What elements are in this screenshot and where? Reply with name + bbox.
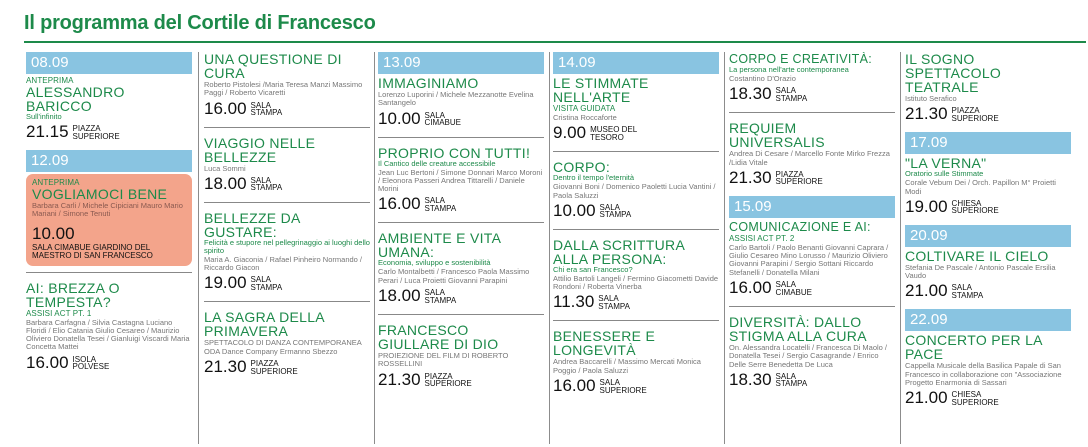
event-time: 19.00 <box>204 273 247 293</box>
event-place: SALA STAMPA <box>250 175 283 193</box>
event-label: ASSISI ACT PT. 1 <box>26 308 92 318</box>
event-people: Carlo Montalbetti / Francesco Paola Massimo Perari / Luca Proietti Giovanni Parapini <box>378 267 530 285</box>
event-place: SALA CIMABUE <box>424 110 461 128</box>
event-title: COLTIVARE IL CIELO <box>905 247 1049 264</box>
event-schedule <box>378 195 544 212</box>
event-francesco-giullare <box>378 323 544 388</box>
event-schedule <box>553 202 719 219</box>
event-title: LA SAGRA DELLA PRIMAVERA <box>204 309 325 340</box>
event-people: Roberto Pistolesi /Maria Teresa Manzi Massimo Paggi / Roberto Vicaretti <box>204 80 363 98</box>
event-people: Cappella Musicale della Basilica Papale di San Francesco in collaborazione con "Associazione Progetto Enarmonia di Sassari <box>905 361 1062 388</box>
event-stimmate-nell-arte <box>553 76 719 141</box>
event-title: ALESSANDRO BARICCO <box>26 84 125 114</box>
event-time: 21.30 <box>378 369 421 389</box>
event-schedule <box>905 198 1071 215</box>
event-people: PROIEZIONE DEL FILM DI ROBERTO ROSSELLINI <box>378 351 509 369</box>
date-bar: 12.09 <box>26 150 192 172</box>
event-place: SALA STAMPA <box>951 283 984 300</box>
event-title: AMBIENTE E VITA UMANA: <box>378 230 501 261</box>
event-title: IMMAGINIAMO <box>378 75 479 91</box>
event-time: 16.00 <box>204 98 247 118</box>
event-place: PIAZZA SUPERIORE <box>72 124 120 141</box>
event-questione-di-cura <box>204 52 370 117</box>
event-schedule <box>378 110 544 127</box>
page-title: Il programma del Cortile di Francesco <box>24 12 376 34</box>
event-schedule <box>553 124 719 141</box>
event-time: 9.00 <box>553 123 587 143</box>
event-time: 18.00 <box>378 286 421 306</box>
date-bar: 20.09 <box>905 225 1071 247</box>
event-time: 16.00 <box>553 376 596 396</box>
column-3 <box>378 52 544 444</box>
event-subtitle: Economia, sviluppo e sostenibilità <box>378 258 491 268</box>
event-sagra-della-primavera <box>204 310 370 375</box>
event-people: Lorenzo Luporini / Michele Mezzanotte Evelina Santangelo <box>378 90 534 108</box>
date-bar: 17.09 <box>905 132 1071 154</box>
column-separator <box>198 52 199 444</box>
event-time: 19.00 <box>905 196 948 216</box>
event-schedule <box>378 287 544 304</box>
event-title: CORPO: <box>553 159 611 176</box>
event-schedule <box>905 105 1071 122</box>
column-2 <box>204 52 370 444</box>
event-time: 21.30 <box>204 357 247 377</box>
event-concerto-per-la-pace <box>905 333 1071 406</box>
event-title: UNA QUESTIONE DI CURA <box>204 52 342 81</box>
divider <box>729 306 895 307</box>
event-people: Andrea Baccarelli / Massimo Mercati Monica Poggio / Paola Saluzzi <box>553 357 701 375</box>
event-people: On. Alessandra Locatelli / Francesca Di Maolo / Donatella Tesei / Sergio Casagrande / Enrico Delle Serre Benedetta De Luca <box>729 343 887 369</box>
event-people: Luca Sommi <box>204 163 246 173</box>
divider <box>553 229 719 230</box>
event-label: ANTEPRIMA <box>32 178 80 187</box>
date-bar: 13.09 <box>378 52 544 74</box>
event-people: Corale Vebum Dei / Orch. Papillon M° Proietti Modi <box>905 178 1056 196</box>
event-place: PIAZZA SUPERIORE <box>250 359 298 376</box>
event-place: SALA STAMPA <box>775 86 808 103</box>
event-la-verna <box>905 156 1071 215</box>
event-title: "LA VERNA" <box>905 155 987 172</box>
column-1 <box>26 52 192 444</box>
event-place: CHIESA SUPERIORE <box>951 390 999 407</box>
event-schedule <box>26 123 192 140</box>
event-title: CONCERTO PER LA PACE <box>905 332 1043 363</box>
event-place: MUSEO DEL TESORO <box>590 125 637 142</box>
event-people: Stefania De Pascale / Antonio Pascale Ersilia Vaudo <box>905 262 1056 281</box>
event-title: DALLA SCRITTURA ALLA PERSONA: <box>553 236 685 267</box>
event-viaggio-nelle-bellezze <box>204 136 370 192</box>
event-baricco <box>26 76 192 140</box>
event-time: 18.30 <box>729 369 772 389</box>
event-corpo-e-creativita <box>729 52 895 102</box>
divider <box>26 272 192 273</box>
event-people: Attilio Bartoli Langeli / Fermino Giacometti Davide Rondoni / Roberta Vinerba <box>553 273 719 292</box>
event-time: 21.00 <box>905 388 948 408</box>
event-title: DIVERSITÀ: DALLO STIGMA ALLA CURA <box>729 314 867 345</box>
event-schedule <box>378 371 544 388</box>
event-title: AI: BREZZA O TEMPESTA? <box>26 279 120 310</box>
event-place: SALA STAMPA <box>250 100 283 118</box>
event-place: SALA CIMABUE GIARDINO DEL MAESTRO DI SAN FRANCESCO <box>32 242 153 260</box>
event-title: PROPRIO CON TUTTI! <box>378 144 531 161</box>
event-title: VOGLIAMOCI BENE <box>32 186 168 202</box>
event-time: 18.00 <box>204 173 247 193</box>
divider <box>378 314 544 315</box>
event-people: Cristina Roccaforte <box>553 113 617 122</box>
date-bar: 22.09 <box>905 309 1071 331</box>
event-schedule <box>553 377 719 394</box>
event-comunicazione-e-ai <box>729 220 895 296</box>
event-schedule <box>729 279 895 296</box>
event-bellezze-da-gustare <box>204 211 370 292</box>
event-place: SALA SUPERIORE <box>599 378 647 395</box>
divider <box>378 222 544 223</box>
event-title: IL SOGNO SPETTACOLO TEATRALE <box>905 52 1002 95</box>
event-diversita <box>729 315 895 388</box>
page-header <box>24 12 1086 42</box>
event-dalla-scrittura <box>553 238 719 311</box>
event-title: COMUNICAZIONE E AI: <box>729 219 871 234</box>
event-subtitle: Sull'infinito <box>26 112 62 121</box>
event-label: ASSISI ACT PT. 2 <box>729 233 795 243</box>
event-title: LE STIMMATE NELL'ARTE <box>553 75 649 105</box>
event-subtitle: Felicità e stupore nel pellegrinaggio ai luoghi dello spirito <box>204 237 370 255</box>
event-time: 21.30 <box>905 104 948 124</box>
column-separator <box>900 52 901 444</box>
event-people: Giovanni Boni / Domenico Paoletti Lucia Vantini / Paola Saluzzi <box>553 182 716 200</box>
event-place: SALA STAMPA <box>250 275 283 292</box>
event-proprio-con-tutti <box>378 146 544 213</box>
event-benessere-longevita <box>553 329 719 394</box>
event-place: SALA STAMPA <box>424 196 457 213</box>
event-time: 10.00 <box>378 108 421 128</box>
event-title: REQUIEM UNIVERSALIS <box>729 120 825 151</box>
divider <box>729 112 895 113</box>
event-place: SALA STAMPA <box>424 288 457 305</box>
event-place: PIAZZA SUPERIORE <box>424 371 472 389</box>
event-title: BENESSERE E LONGEVITÀ <box>553 328 656 359</box>
event-place: PIAZZA SUPERIORE <box>775 169 823 187</box>
divider <box>204 301 370 302</box>
event-label: VISITA GUIDATA <box>553 104 616 113</box>
event-title: VIAGGIO NELLE BELLEZZE <box>204 134 316 165</box>
column-4 <box>553 52 719 444</box>
event-title: CORPO E CREATIVITÀ: <box>729 52 872 66</box>
column-separator <box>374 52 375 444</box>
event-place: ISOLA POLVESE <box>72 354 110 372</box>
event-coltivare-il-cielo <box>905 249 1071 300</box>
date-bar: 08.09 <box>26 52 192 74</box>
event-schedule <box>204 358 370 375</box>
event-vogliamoci-bene <box>26 174 192 266</box>
event-time: 21.15 <box>26 122 69 141</box>
event-label: ANTEPRIMA <box>26 76 74 85</box>
event-schedule <box>553 293 719 310</box>
event-schedule <box>729 169 895 186</box>
event-people: Costantino D'Orazio <box>729 74 796 83</box>
event-place: CHIESA SUPERIORE <box>951 198 999 216</box>
event-schedule <box>905 389 1071 406</box>
event-time: 16.00 <box>378 194 421 214</box>
event-schedule <box>204 175 370 192</box>
divider <box>553 151 719 152</box>
event-subtitle: Oratorio sulle Stimmate <box>905 169 984 179</box>
event-people: Carlo Bartoli / Paolo Benanti Giovanni Caprara / Giulio Cesareo Mino Lorusso / Maurizio Oliviero Giovanni Parapini / Sergio Sottani Riccardo Stefanelli / Donatella Milani <box>729 242 889 277</box>
event-ambiente-e-vita-umana <box>378 231 544 304</box>
event-title: FRANCESCO GIULLARE DI DIO <box>378 322 499 353</box>
event-ai-brezza <box>26 281 192 371</box>
event-time: 10.00 <box>32 223 75 243</box>
event-people: Maria A. Giaconia / Rafael Pinheiro Normando / Riccardo Giacon <box>204 254 362 273</box>
event-place: SALA STAMPA <box>775 371 808 389</box>
date-bar: 15.09 <box>729 196 895 218</box>
divider <box>553 320 719 321</box>
event-subtitle: La persona nell'arte contemporanea <box>729 65 849 74</box>
event-place: SALA STAMPA <box>599 202 632 220</box>
event-time: 21.00 <box>905 281 948 301</box>
event-schedule <box>729 85 895 102</box>
event-time: 18.30 <box>729 84 772 104</box>
event-people: Barbara Carfagna / Silvia Castagna Luciano Floridi / Elio Catania Giulio Cesareo / Maurizio Oliviero Donatella Tesei / Gianluigi Viscardi Maria Concetta Mattei <box>26 317 190 352</box>
event-schedule <box>729 371 895 388</box>
column-separator <box>549 52 550 444</box>
event-il-sogno <box>905 52 1071 122</box>
event-time: 11.30 <box>553 292 595 312</box>
event-schedule <box>26 354 192 371</box>
event-people: Barbara Carli / Michele Cipiciani Mauro Mario Mariani / Simone Tenuti <box>32 201 183 219</box>
event-place: SALA STAMPA <box>598 294 630 311</box>
event-time: 16.00 <box>729 278 772 298</box>
title-divider <box>24 41 1086 43</box>
event-people: Jean Luc Bertoni / Simone Donnari Marco Moroni / Eleonora Passeri Andrea Tittarelli / Daniele Morini <box>378 167 543 194</box>
event-place: SALA CIMABUE <box>775 280 812 297</box>
event-subtitle: Il Cantico delle creature accessibile <box>378 158 496 168</box>
event-schedule <box>204 100 370 117</box>
event-title: BELLEZZE DA GUSTARE: <box>204 209 300 240</box>
event-immaginiamo <box>378 76 544 127</box>
event-time: 10.00 <box>553 200 596 220</box>
column-5 <box>729 52 895 444</box>
event-people: Istituto Serafico <box>905 94 957 103</box>
column-separator <box>724 52 725 444</box>
event-people: Andrea Di Cesare / Marcello Fonte Mirko Frezza /Lidia Vitale <box>729 149 890 167</box>
event-corpo <box>553 160 719 219</box>
event-time: 21.30 <box>729 167 772 187</box>
event-schedule <box>905 282 1071 299</box>
divider <box>204 127 370 128</box>
event-requiem-universalis <box>729 121 895 186</box>
column-6 <box>905 52 1071 444</box>
event-subtitle: Chi era san Francesco? <box>553 264 633 274</box>
event-time: 16.00 <box>26 352 69 372</box>
event-schedule <box>204 274 370 291</box>
date-bar: 14.09 <box>553 52 719 74</box>
event-people: SPETTACOLO DI DANZA CONTEMPORANEA ODA Dance Company Ermanno Sbezzo <box>204 338 362 356</box>
event-subtitle: Dentro il tempo l'eternità <box>553 173 635 183</box>
event-place: PIAZZA SUPERIORE <box>951 106 999 123</box>
divider <box>378 137 544 138</box>
divider <box>204 202 370 203</box>
